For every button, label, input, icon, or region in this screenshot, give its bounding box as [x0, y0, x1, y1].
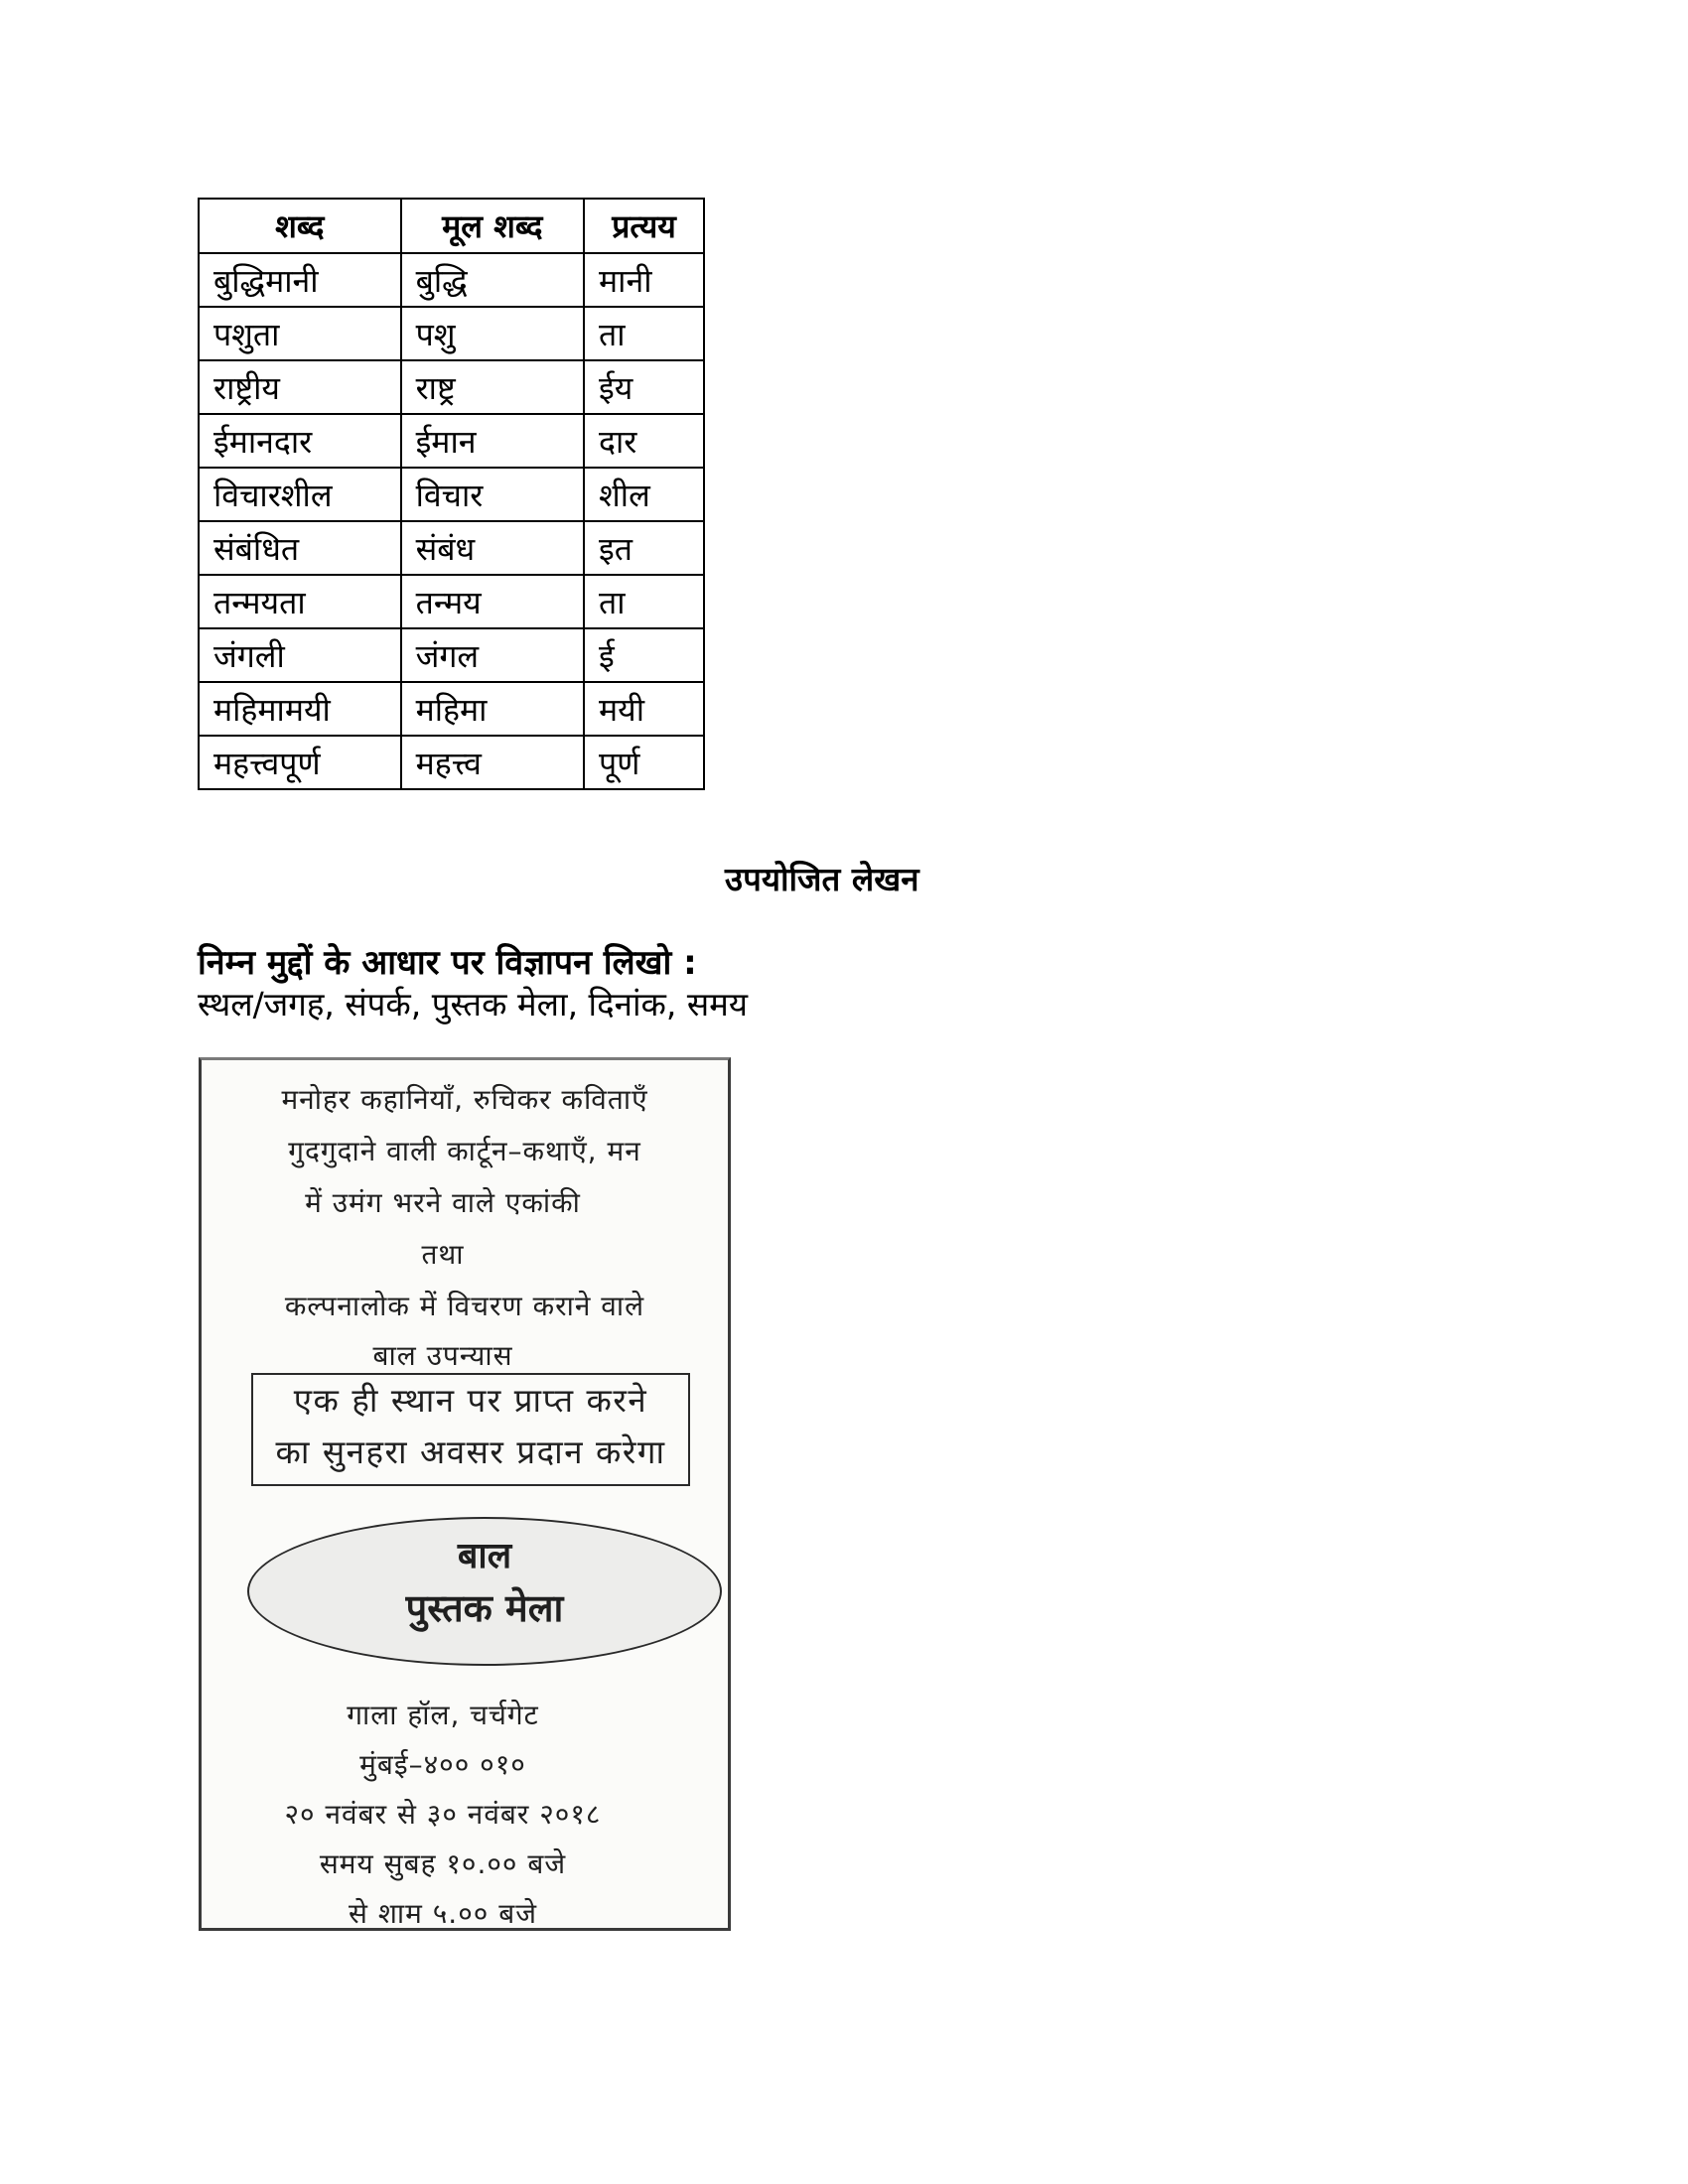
ad-title-line-1: बाल [457, 1536, 512, 1576]
root-word-cell: पशु [401, 307, 584, 360]
header-suffix: प्रत्यय [584, 199, 704, 253]
ad-detail-line: से शाम ५.०० बजे [348, 1897, 537, 1930]
table-row [199, 468, 704, 521]
root-word-cell: महिमा [401, 682, 584, 736]
root-word-cell: जंगल [401, 628, 584, 682]
root-word-cell: महत्त्व [401, 736, 584, 789]
word-cell: पशुता [199, 307, 401, 360]
instruction-heading: निम्न मुद्दों के आधार पर विज्ञापन लिखो : [198, 943, 697, 983]
ad-line: गुदगुदाने वाली कार्टून–कथाएँ, मन [288, 1135, 641, 1167]
table-row [199, 253, 704, 307]
table-row [199, 628, 704, 682]
ad-title-ellipse [247, 1517, 722, 1666]
table-row [199, 521, 704, 575]
ad-detail-line: समय सुबह १०.०० बजे [319, 1847, 567, 1880]
advertisement-image [199, 1057, 731, 1931]
ad-highlight-box [251, 1373, 690, 1486]
ad-title-line-2: पुस्तक मेला [405, 1586, 564, 1630]
ad-line: मनोहर कहानियाँ, रुचिकर कविताएँ [281, 1083, 648, 1116]
section-title: उपयोजित लेखन [725, 860, 919, 898]
ad-detail-line: गाला हॉल, चर्चगेट [347, 1699, 539, 1731]
root-word-cell: राष्ट्र [401, 360, 584, 414]
table-row [199, 307, 704, 360]
suffix-cell: ता [584, 575, 704, 628]
word-cell: जंगली [199, 628, 401, 682]
root-word-cell: संबंध [401, 521, 584, 575]
root-word-cell: विचार [401, 468, 584, 521]
ad-detail-line: मुंबई–४०० ०१० [359, 1748, 526, 1781]
ad-line: कल्पनालोक में विचरण कराने वाले [284, 1290, 645, 1322]
word-cell: राष्ट्रीय [199, 360, 401, 414]
root-word-cell: तन्मय [401, 575, 584, 628]
word-cell: विचारशील [199, 468, 401, 521]
suffix-cell: मानी [584, 253, 704, 307]
suffix-cell: मयी [584, 682, 704, 736]
word-cell: महिमामयी [199, 682, 401, 736]
table-row [199, 682, 704, 736]
table-row [199, 575, 704, 628]
word-cell: संबंधित [199, 521, 401, 575]
word-cell: तन्मयता [199, 575, 401, 628]
suffix-cell: पूर्ण [584, 736, 704, 789]
root-word-cell: ईमान [401, 414, 584, 468]
suffix-table [198, 198, 705, 790]
header-word: शब्द [199, 199, 401, 253]
suffix-cell: दार [584, 414, 704, 468]
ad-box-line: एक ही स्थान पर प्राप्त करने [293, 1381, 648, 1420]
suffix-cell: ईय [584, 360, 704, 414]
instruction-points: स्थल/जगह, संपर्क, पुस्तक मेला, दिनांक, समय [198, 985, 748, 1024]
ad-line: तथा [421, 1238, 465, 1271]
ad-line: बाल उपन्यास [372, 1339, 513, 1372]
word-cell: बुद्धिमानी [199, 253, 401, 307]
ad-line: में उमंग भरने वाले एकांकी [305, 1186, 581, 1219]
suffix-cell: शील [584, 468, 704, 521]
ad-detail-line: २० नवंबर से ३० नवंबर २०१८ [284, 1798, 602, 1831]
ad-box-line: का सुनहरा अवसर प्रदान करेगा [275, 1433, 666, 1471]
table-body [199, 253, 704, 789]
header-root-word: मूल शब्द [401, 199, 584, 253]
root-word-cell: बुद्धि [401, 253, 584, 307]
suffix-cell: ई [584, 628, 704, 682]
word-cell: ईमानदार [199, 414, 401, 468]
suffix-cell: ता [584, 307, 704, 360]
table-row [199, 736, 704, 789]
word-cell: महत्त्वपूर्ण [199, 736, 401, 789]
table-header-row [199, 199, 704, 253]
suffix-cell: इत [584, 521, 704, 575]
table-row [199, 360, 704, 414]
table-row [199, 414, 704, 468]
